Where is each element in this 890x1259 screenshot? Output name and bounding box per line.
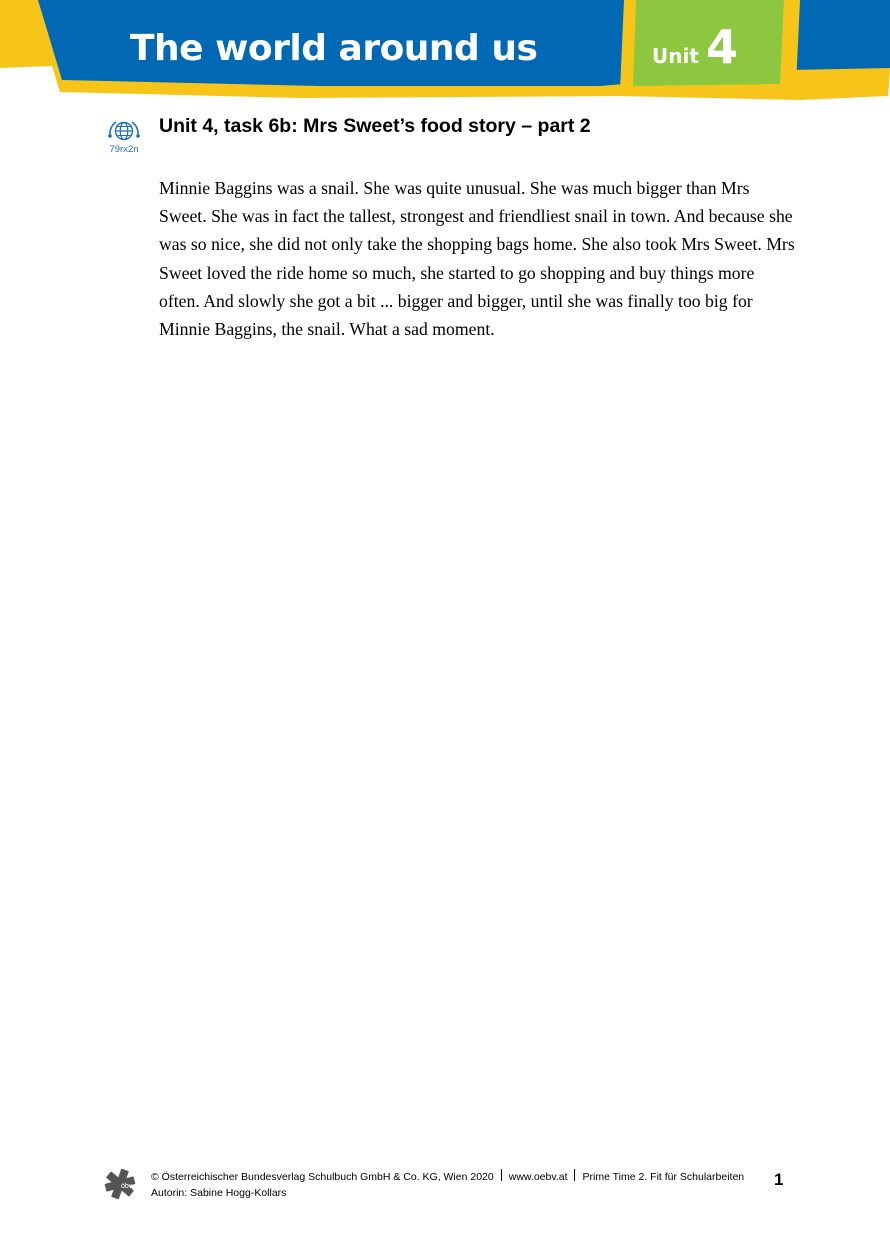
author: Autorin: Sabine Hogg-Kollars — [151, 1187, 287, 1199]
copyright: © Österreichischer Bundesverlag Schulbuch GmbH & Co. KG, Wien 2020 — [151, 1171, 494, 1183]
unit-number: 4 — [706, 20, 739, 74]
separator — [501, 1169, 502, 1181]
unit-label: Unit — [652, 44, 699, 68]
separator — [574, 1169, 575, 1181]
task-title: Unit 4, task 6b: Mrs Sweet’s food story – part 2 — [159, 115, 591, 137]
header-banner — [0, 0, 890, 110]
footer-text — [151, 1169, 744, 1201]
unit-badge — [652, 22, 762, 82]
page-number: 1 — [774, 1170, 784, 1189]
task-code[interactable]: 79rx2n — [109, 144, 139, 155]
story-text: Minnie Baggins was a snail. She was quite unusual. She was much bigger than Mrs Sweet. She was in fact the tallest, strongest and friendliest snail in town. And because she was so nice, she did not only take the shopping bags home. She also took Mrs Sweet. Mrs Sweet loved the ride home so much, she started to go shopping and buy things more often. And slowly she got a bit ... bigger and bigger, until she was finally too big for Minnie Baggins, the snail. What a sad moment. — [159, 178, 795, 340]
book-title: Prime Time 2. Fit für Schularbeiten — [582, 1171, 745, 1183]
logo-text: öbv — [121, 1183, 133, 1190]
page-title: The world around us — [130, 28, 538, 69]
footer-line-1 — [151, 1169, 744, 1185]
oebv-logo-icon — [104, 1168, 136, 1200]
website-link[interactable]: www.oebv.at — [508, 1171, 568, 1183]
